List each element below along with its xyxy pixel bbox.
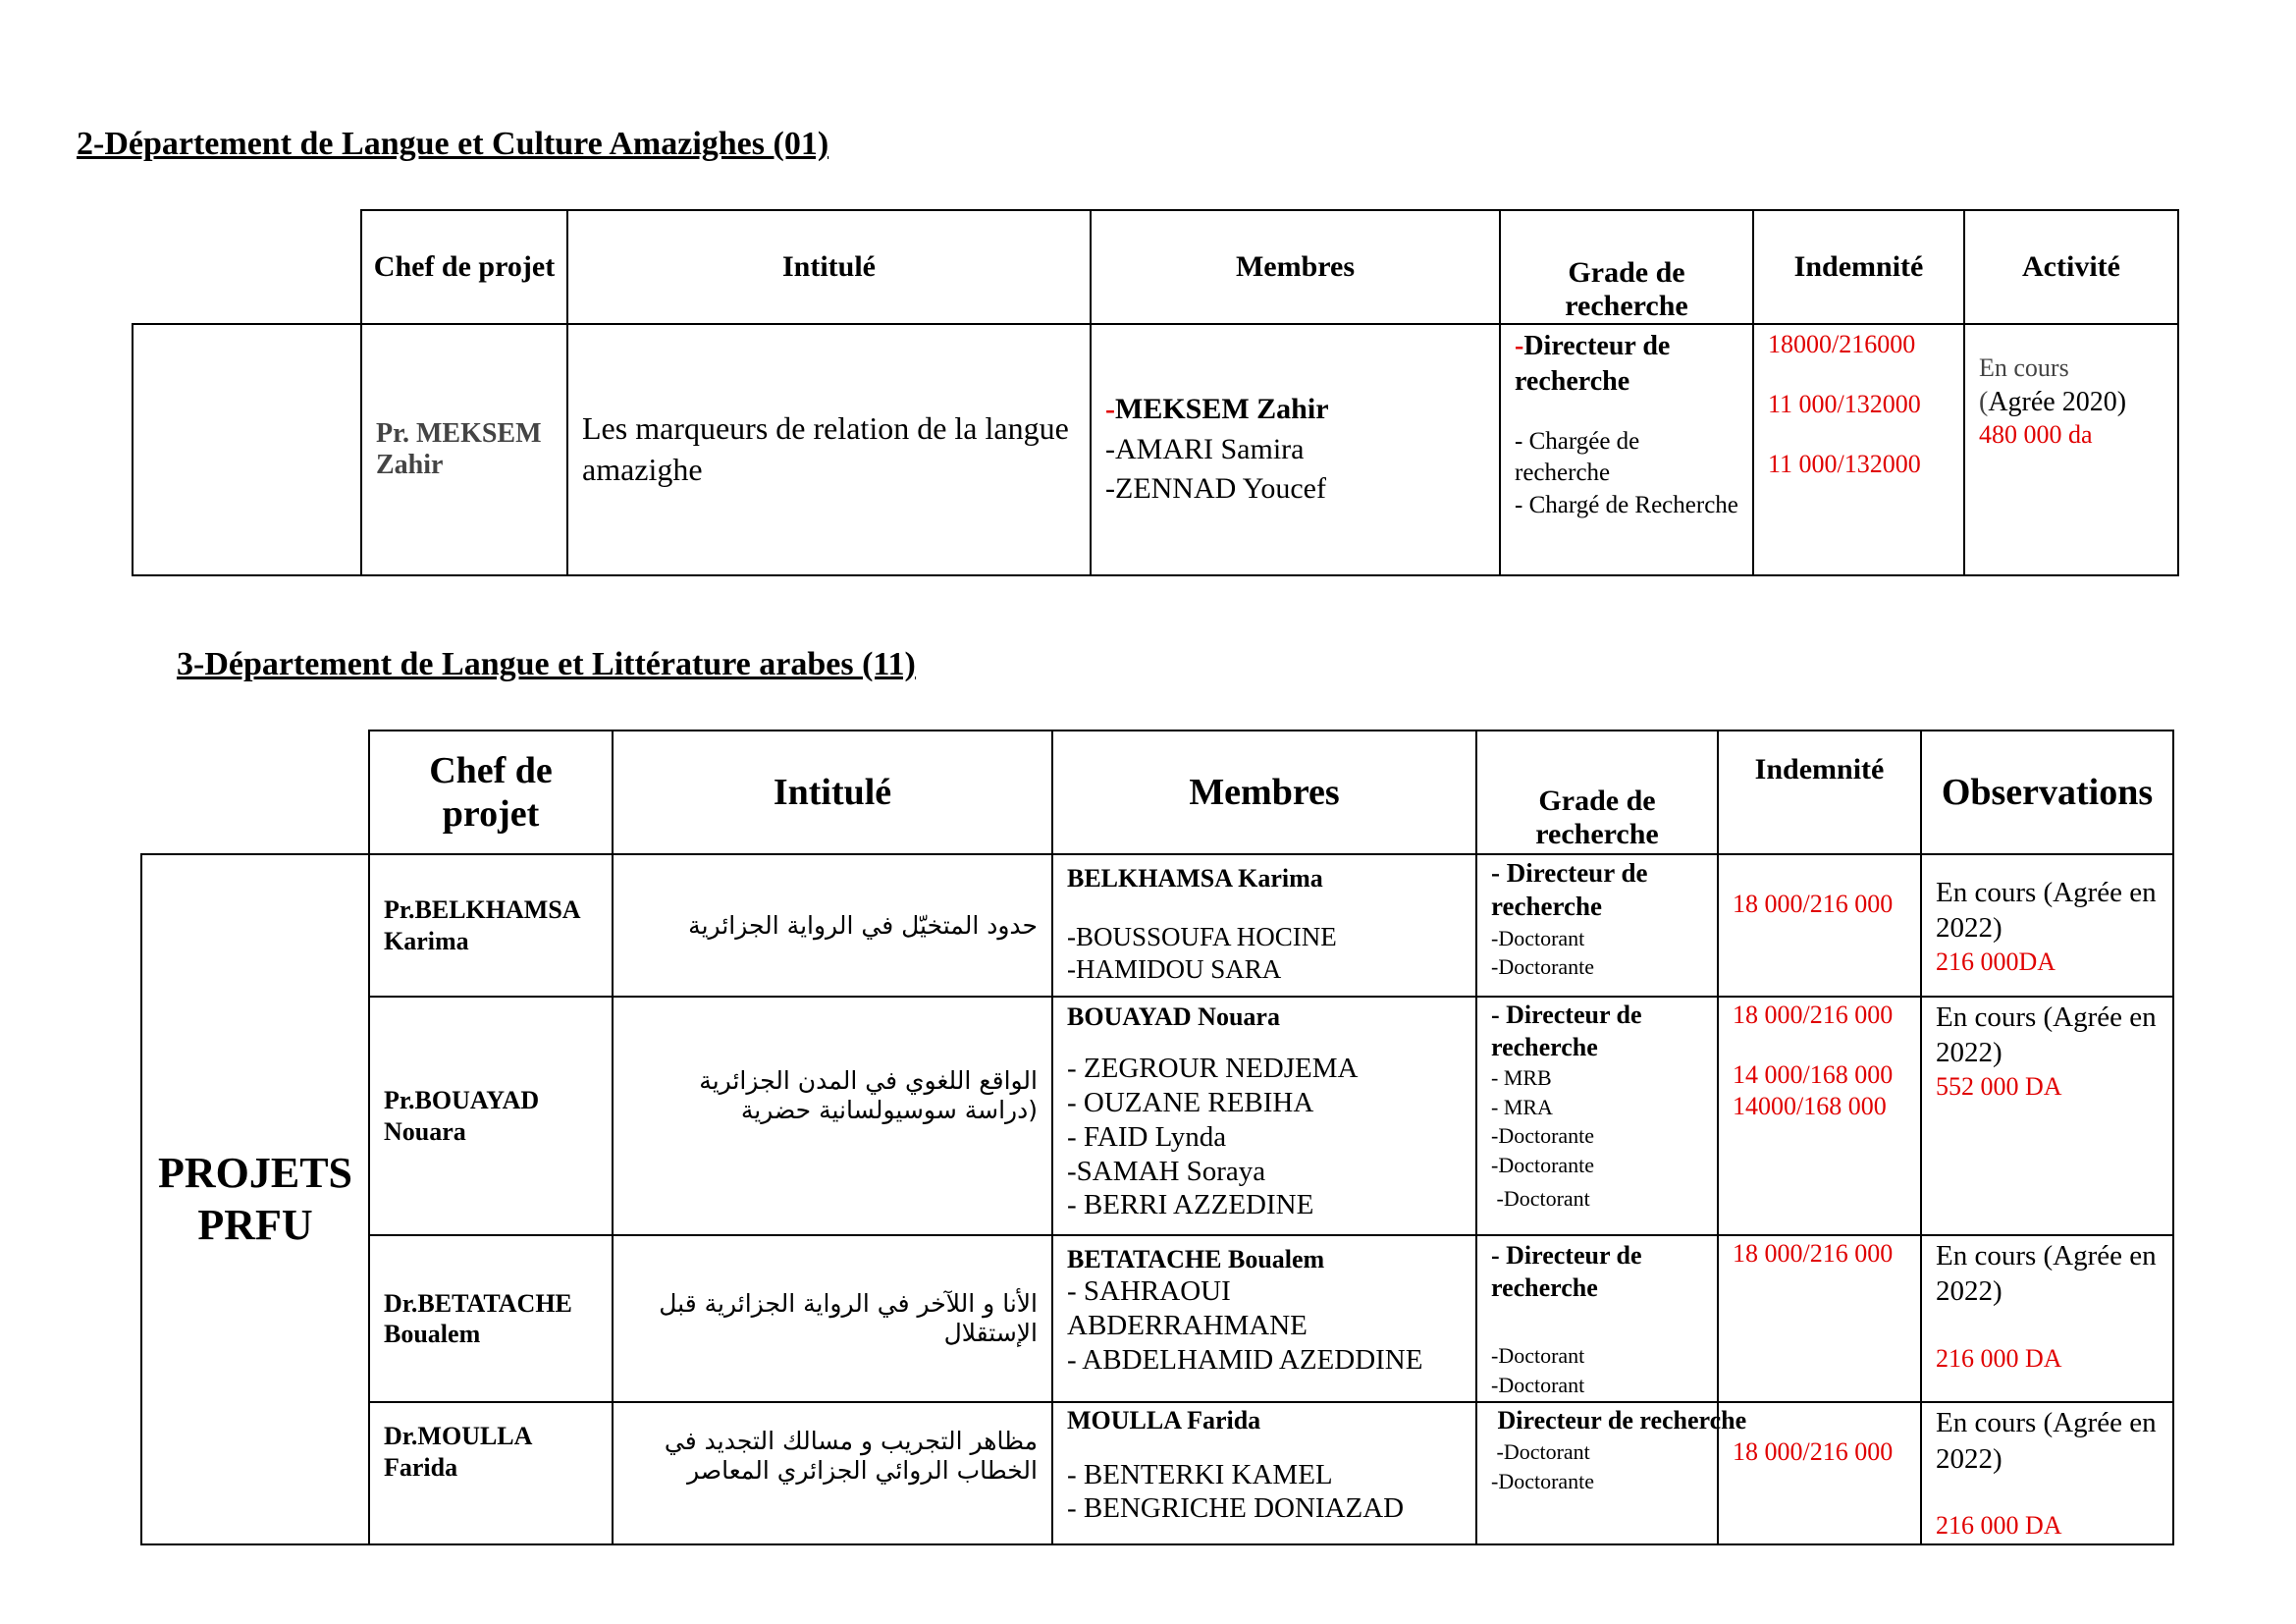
chef-name: Nouara bbox=[384, 1116, 466, 1146]
observation-cell bbox=[1921, 1235, 2173, 1402]
membres-cell bbox=[1052, 1235, 1476, 1402]
member: -ZENNAD Youcef bbox=[1105, 472, 1326, 506]
intitule-cell: مظاهر التجريب و مسالك التجديد في الخطاب الروائي الجزائري المعاصر bbox=[613, 1402, 1052, 1544]
observation-cell bbox=[1921, 997, 2173, 1235]
table-row bbox=[141, 1235, 2173, 1402]
indemnite-value: 18 000/216 000 bbox=[1733, 890, 1894, 918]
chef-name: Karima bbox=[384, 926, 469, 955]
grade-cell bbox=[1476, 854, 1718, 997]
observation-status: En cours (Agrée en 2022) bbox=[1936, 1407, 2157, 1475]
indemnite-value: 18 000/216 000 bbox=[1733, 1239, 1894, 1268]
table-header-row bbox=[141, 731, 2173, 854]
membres-cell bbox=[1052, 997, 1476, 1235]
grade-cell bbox=[1476, 1402, 1747, 1544]
col-header-chef: Chef de projet bbox=[361, 210, 567, 324]
grade-lead: - Directeur de recherche bbox=[1491, 858, 1648, 921]
observation-status: En cours (Agrée en 2022) bbox=[1936, 1001, 2157, 1069]
indemnite-value: 14000/168 000 bbox=[1733, 1092, 1887, 1120]
col-header-intitule: Intitulé bbox=[613, 731, 1052, 854]
member: -AMARI Samira bbox=[1105, 432, 1305, 465]
member: - ZEGROUR NEDJEMA bbox=[1067, 1053, 1359, 1085]
member: - SAHRAOUI ABDERRAHMANE bbox=[1067, 1275, 1308, 1341]
member: - FAID Lynda bbox=[1067, 1120, 1227, 1153]
empty-corner bbox=[133, 210, 361, 324]
member: - BENGRICHE DONIAZAD bbox=[1067, 1492, 1405, 1525]
group-label-cell bbox=[141, 854, 369, 1544]
activite-agree: Agrée 2020) bbox=[1988, 386, 2127, 417]
grade: -Doctorant bbox=[1491, 1343, 1585, 1368]
chef-name: Boualem bbox=[384, 1320, 481, 1349]
grade: -Doctorante bbox=[1491, 1153, 1595, 1178]
member: - OUZANE REBIHA bbox=[1067, 1086, 1314, 1118]
intitule-cell: الواقع اللغوي في المدن الجزائرية (دراسة سوسيولسانية حضرية bbox=[613, 997, 1052, 1235]
col-header-membres: Membres bbox=[1091, 210, 1500, 324]
grade: -Doctorant bbox=[1491, 1185, 1590, 1211]
activite-cell: En cours (Agrée 2020) 480 000 da bbox=[1964, 324, 2178, 575]
indemnite-value: 11 000/132000 bbox=[1768, 390, 1921, 419]
grade-lead: Directeur de recherche bbox=[1491, 1406, 1747, 1435]
table-row bbox=[141, 997, 2173, 1235]
observation-cell bbox=[1921, 1402, 2173, 1544]
chef-cell bbox=[369, 854, 613, 997]
empty-corner bbox=[141, 731, 369, 854]
col-header-observations: Observations bbox=[1921, 731, 2173, 854]
grade-lead: - Directeur de recherche bbox=[1491, 1001, 1642, 1061]
member: - BENTERKI KAMEL bbox=[1067, 1458, 1333, 1490]
activite-status: En cours bbox=[1979, 353, 2069, 382]
membres-cell bbox=[1052, 854, 1476, 997]
projects-table-amazighe bbox=[132, 209, 2179, 576]
observation-amount: 552 000 DA bbox=[1936, 1071, 2062, 1101]
observation-status: En cours (Agrée en 2022) bbox=[1936, 1240, 2157, 1308]
col-header-membres: Membres bbox=[1052, 731, 1476, 854]
chef-name: Farida bbox=[384, 1452, 458, 1482]
indemnite-value: 18000/216000 bbox=[1768, 330, 1916, 358]
activite-amount: 480 000 da bbox=[1979, 419, 2093, 449]
chef-title: Dr.BETATACHE bbox=[384, 1289, 572, 1318]
member-lead: MEKSEM Zahir bbox=[1115, 393, 1329, 426]
indemnite-cell bbox=[1718, 997, 1921, 1235]
member: -HAMIDOU SARA bbox=[1067, 953, 1282, 984]
grade: - MRB bbox=[1491, 1065, 1552, 1090]
indemnite-cell bbox=[1753, 324, 1964, 575]
group-label-projets: PROJETS bbox=[157, 1148, 353, 1197]
col-header-indemnite: Indemnité bbox=[1718, 731, 1921, 854]
grade-cell bbox=[1476, 997, 1718, 1235]
member: - BERRI AZZEDINE bbox=[1067, 1189, 1314, 1221]
membres-cell bbox=[1052, 1402, 1476, 1544]
indemnite-value: 18 000/216 000 bbox=[1733, 1001, 1894, 1029]
table-row bbox=[141, 854, 2173, 997]
table-row bbox=[133, 324, 2178, 575]
indemnite-cell bbox=[1718, 854, 1921, 997]
col-header-indemnite: Indemnité bbox=[1753, 210, 1964, 324]
group-label-prfu: PRFU bbox=[197, 1200, 313, 1249]
indemnite-value: 14 000/168 000 bbox=[1733, 1059, 1894, 1089]
grade-cell bbox=[1476, 1235, 1718, 1402]
col-header-grade: Grade de recherche bbox=[1476, 731, 1718, 854]
chef-cell: Pr. MEKSEM Zahir bbox=[361, 324, 567, 575]
observation-amount: 216 000 DA bbox=[1936, 1343, 2062, 1373]
indemnite-cell bbox=[1718, 1235, 1921, 1402]
observation-cell bbox=[1921, 854, 2173, 997]
chef-title: Pr.BOUAYAD bbox=[384, 1086, 540, 1115]
col-header-grade: Grade de recherche bbox=[1500, 210, 1753, 324]
grade: -Doctorante bbox=[1491, 1123, 1595, 1149]
col-header-chef: Chef de projet bbox=[369, 731, 613, 854]
grade-cell: -Directeur de recherche - Chargée de recherche - Chargé de Recherche bbox=[1500, 324, 1753, 575]
member-lead: BELKHAMSA Karima bbox=[1067, 864, 1323, 893]
chef-cell bbox=[369, 1402, 613, 1544]
grade: -Doctorant bbox=[1491, 925, 1585, 950]
col-header-intitule: Intitulé bbox=[567, 210, 1091, 324]
member: -BOUSSOUFA HOCINE bbox=[1067, 922, 1337, 952]
grade: - Chargé de Recherche bbox=[1515, 491, 1738, 518]
empty-group-cell bbox=[133, 324, 361, 575]
section-heading-arabe: 3-Département de Langue et Littérature arabes (11) bbox=[177, 646, 916, 682]
member-lead: BETATACHE Boualem bbox=[1067, 1245, 1325, 1273]
section-heading-amazighe: 2-Département de Langue et Culture Amazighes (01) bbox=[77, 126, 829, 162]
chef-cell bbox=[369, 1235, 613, 1402]
member: -SAMAH Soraya bbox=[1067, 1155, 1266, 1187]
observation-status: En cours (Agrée en 2022) bbox=[1936, 877, 2157, 945]
chef-title: Pr.BELKHAMSA bbox=[384, 895, 581, 925]
table-row bbox=[141, 1402, 2173, 1544]
grade-lead: Directeur de recherche bbox=[1515, 331, 1671, 398]
indemnite-cell bbox=[1718, 1402, 1921, 1544]
grade: -Doctorant bbox=[1491, 1372, 1585, 1397]
intitule-cell: Les marqueurs de relation de la langue amazighe bbox=[567, 324, 1091, 575]
observation-amount: 216 000 DA bbox=[1936, 1510, 2062, 1540]
intitule-cell: الأنا و اللآخر في الرواية الجزائرية قبل الإستقلال bbox=[613, 1235, 1052, 1402]
grade: -Doctorante bbox=[1491, 1468, 1595, 1493]
member: - ABDELHAMID AZEDDINE bbox=[1067, 1343, 1423, 1376]
grade: - MRA bbox=[1491, 1094, 1553, 1119]
member-lead: MOULLA Farida bbox=[1067, 1406, 1261, 1435]
observation-amount: 216 000DA bbox=[1936, 947, 2056, 976]
member-lead: BOUAYAD Nouara bbox=[1067, 1002, 1280, 1031]
col-header-activite: Activité bbox=[1964, 210, 2178, 324]
intitule-cell: حدود المتخيّل في الرواية الجزائرية bbox=[613, 854, 1052, 997]
indemnite-value: 11 000/132000 bbox=[1768, 450, 1921, 479]
table-header-row bbox=[133, 210, 2178, 324]
membres-cell: -MEKSEM Zahir -AMARI Samira -ZENNAD Youcef bbox=[1091, 324, 1500, 575]
chef-cell bbox=[369, 997, 613, 1235]
indemnite-value: 18 000/216 000 bbox=[1733, 1437, 1894, 1467]
grade: -Doctorante bbox=[1491, 954, 1595, 980]
chef-title: Dr.MOULLA bbox=[384, 1422, 533, 1451]
projects-table-arabe bbox=[140, 730, 2174, 1545]
grade: -Doctorant bbox=[1491, 1438, 1590, 1464]
grade: - Chargée de recherche bbox=[1515, 427, 1640, 487]
grade-lead: - Directeur de recherche bbox=[1491, 1241, 1642, 1302]
